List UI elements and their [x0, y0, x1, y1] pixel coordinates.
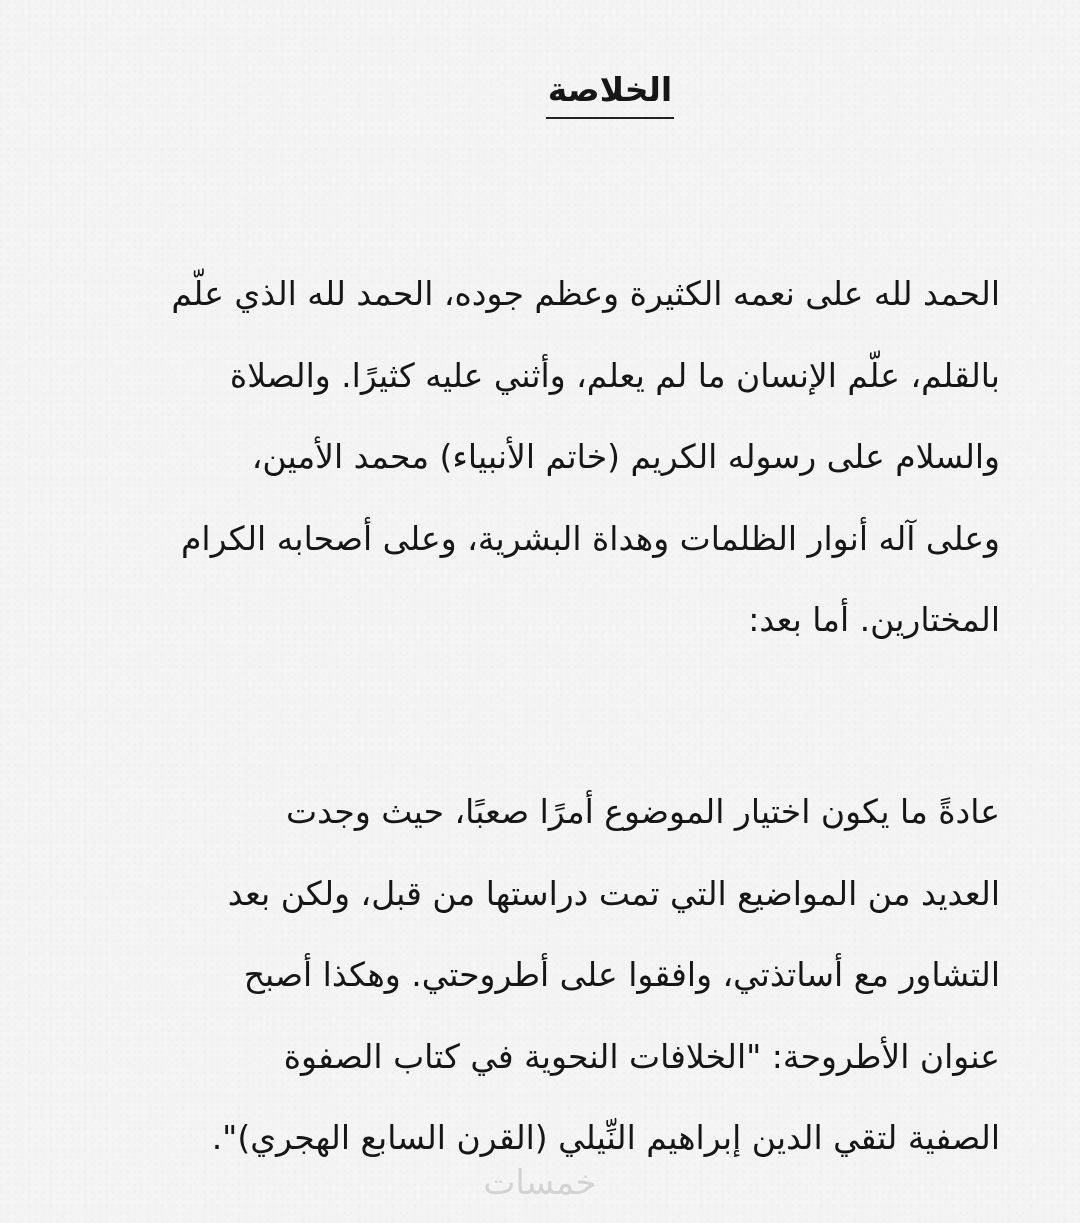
watermark-logo: خمسات [483, 1163, 597, 1203]
title-container [0, 64, 1080, 119]
paragraph-topic [70, 771, 1000, 1179]
text-line: المختارين. أما بعد: [748, 600, 1000, 639]
page-title: الخلاصة [546, 64, 674, 119]
text-line: عادةً ما يكون اختيار الموضوع أمرًا صعبًا، حيث وجدت [286, 792, 1000, 831]
text-line: العديد من المواضيع التي تمت دراستها من قبل، ولكن بعد [227, 873, 1000, 913]
text-line: الصفية لتقي الدين إبراهيم النِّيلي (القرن السابع الهجري)". [211, 1118, 1000, 1157]
text-line: والسلام على رسوله الكريم (خاتم الأنبياء) محمد الأمين، [251, 437, 1000, 476]
text-line: عنوان الأطروحة: "الخلافات النحوية في كتاب الصفوة [283, 1036, 1000, 1076]
text-line: التشاور مع أساتذتي، وافقوا على أطروحتي. وهكذا أصبح [243, 955, 1000, 994]
text-line: بالقلم، علّم الإنسان ما لم يعلم، وأثني عليه كثيرًا. والصلاة [229, 355, 1000, 395]
paragraph-intro [70, 253, 1000, 661]
text-line: وعلى آله أنوار الظلمات وهداة البشرية، وعلى أصحابه الكرام [180, 518, 1000, 558]
text-line: الحمد لله على نعمه الكثيرة وعظم جوده، الحمد لله الذي علّم [171, 274, 1000, 313]
